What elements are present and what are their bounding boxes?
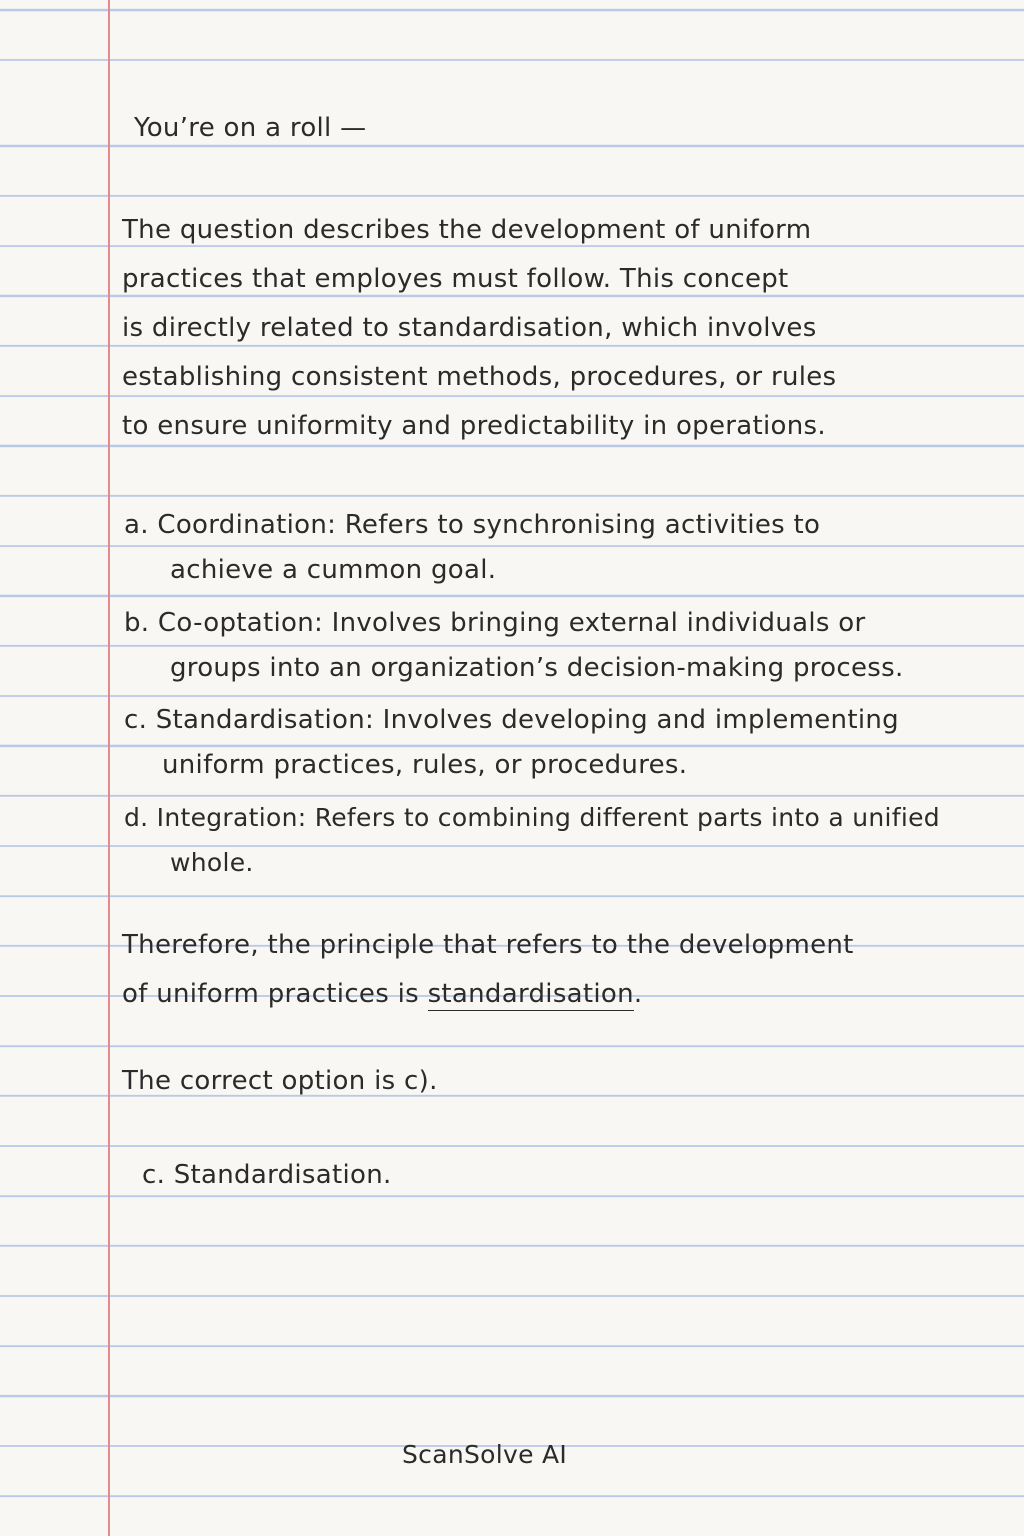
intro-line: establishing consistent methods, procedures, or rules — [122, 362, 837, 392]
conclusion-line2 — [122, 970, 854, 1019]
intro-line: is directly related to standardisation, which involves — [122, 313, 817, 343]
red-margin-line — [108, 0, 110, 1536]
conclusion-prefix: of uniform practices is — [122, 979, 428, 1009]
option-d-line1: d. Integration: Refers to combining different parts into a unified — [124, 803, 940, 832]
option-b-line2: groups into an organization’s decision-making process. — [170, 653, 904, 683]
conclusion — [122, 921, 854, 1019]
option-d-line2: whole. — [170, 848, 254, 877]
answer-underlined: standardisation — [427, 979, 634, 1009]
option-a — [124, 503, 820, 593]
option-b — [124, 601, 904, 691]
option-c — [124, 698, 899, 788]
option-a-line2: achieve a cummon goal. — [170, 555, 497, 585]
option-d — [124, 795, 940, 885]
option-c-line1: c. Standardisation: Involves developing and implementing — [124, 705, 899, 735]
option-a-line1: a. Coordination: Refers to synchronising activities to — [124, 510, 821, 540]
intro-line: The question describes the development of uniform — [122, 215, 812, 245]
brand-label: ScanSolve AI — [402, 1440, 568, 1469]
correct-option-statement: The correct option is c). — [122, 1066, 438, 1096]
option-c-line2: uniform practices, rules, or procedures. — [162, 750, 688, 780]
final-answer: c. Standardisation. — [142, 1160, 392, 1190]
intro-paragraph — [122, 206, 836, 451]
option-b-line1: b. Co-optation: Involves bringing external individuals or — [124, 608, 866, 638]
intro-line: to ensure uniformity and predictability in operations. — [122, 411, 826, 441]
intro-line: practices that employes must follow. This concept — [122, 264, 789, 294]
conclusion-line1: Therefore, the principle that refers to the development — [122, 930, 854, 960]
greeting: You’re on a roll — — [134, 113, 367, 143]
conclusion-suffix: . — [633, 979, 643, 1009]
